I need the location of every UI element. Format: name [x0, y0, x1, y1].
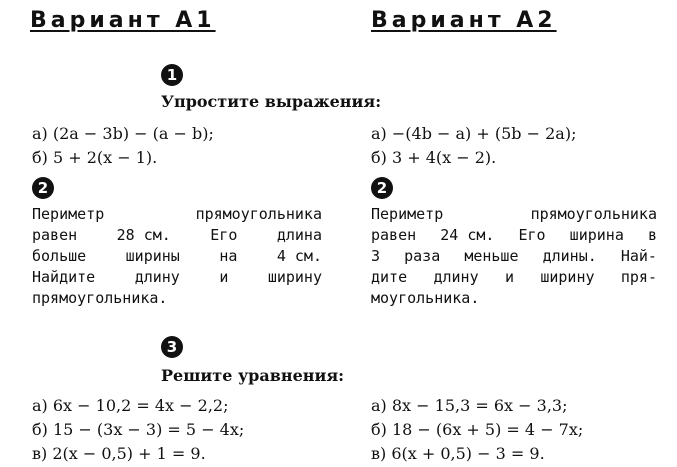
task-3-a1-item-c: в) 2(x − 0,5) + 1 = 9. — [32, 444, 206, 463]
word: равен — [32, 226, 78, 244]
task-1-heading: Упростите выражения: — [161, 92, 382, 111]
word: раза — [404, 247, 441, 265]
problem-line — [371, 225, 657, 246]
task-2-a1-number-badge: 2 — [32, 177, 54, 199]
task-2-a2-problem-text — [371, 204, 657, 309]
word: 24 см. — [440, 226, 495, 244]
word: длины. — [542, 247, 597, 265]
word: равен — [371, 226, 417, 244]
word: и — [504, 268, 514, 286]
task-1-a2-item-b: б) 3 + 4(x − 2). — [371, 148, 497, 167]
word: Периметр — [32, 205, 105, 223]
task-3-a2-item-c: в) 6(x + 0,5) − 3 = 9. — [371, 444, 545, 463]
task-1-a2-item-a: а) −(4b − a) + (5b − 2a); — [371, 124, 577, 143]
task-3-heading: Решите уравнения: — [161, 366, 345, 385]
problem-line — [371, 246, 657, 267]
word: и — [219, 268, 229, 286]
word: ширина — [569, 226, 624, 244]
task-1-a1-item-b: б) 5 + 2(x − 1). — [32, 148, 158, 167]
task-1-number-badge: 1 — [161, 64, 183, 86]
variant-a2-title: Вариант А2 — [371, 8, 557, 33]
word: Най- — [620, 247, 657, 265]
problem-line — [371, 288, 657, 309]
word: Его — [518, 226, 546, 244]
problem-line — [32, 267, 322, 288]
word: моугольника. — [371, 289, 480, 307]
word: прямоугольника — [195, 205, 322, 223]
word: 4 см. — [276, 247, 322, 265]
word: пря- — [620, 268, 657, 286]
word: ширины — [125, 247, 180, 265]
task-3-a2-item-a: а) 8x − 15,3 = 6x − 3,3; — [371, 396, 568, 415]
word: 3 — [371, 247, 381, 265]
word: в — [647, 226, 657, 244]
word: Периметр — [371, 205, 444, 223]
problem-line — [32, 204, 322, 225]
task-2-a2-number-badge: 2 — [371, 177, 393, 199]
problem-line — [371, 267, 657, 288]
task-3-number-badge: 3 — [161, 336, 183, 358]
word: больше — [32, 247, 87, 265]
word: прямоугольника — [530, 205, 657, 223]
variant-a1-title: Вариант А1 — [30, 8, 216, 33]
word: ширину — [540, 268, 595, 286]
word: дите — [371, 268, 408, 286]
task-3-a2-item-b: б) 18 − (6x + 5) = 4 − 7x; — [371, 420, 584, 439]
word: длину — [134, 268, 180, 286]
problem-line — [32, 246, 322, 267]
word: ширину — [267, 268, 322, 286]
word: прямоугольника. — [32, 289, 168, 307]
task-1-a1-item-a: а) (2a − 3b) − (a − b); — [32, 124, 214, 143]
problem-line — [371, 204, 657, 225]
task-3-a1-item-a: а) 6x − 10,2 = 4x − 2,2; — [32, 396, 229, 415]
task-2-a1-problem-text — [32, 204, 322, 309]
task-3-a1-item-b: б) 15 − (3x − 3) = 5 − 4x; — [32, 420, 245, 439]
word: меньше — [464, 247, 519, 265]
problem-line — [32, 288, 322, 309]
word: длина — [276, 226, 322, 244]
word: Его — [210, 226, 238, 244]
word: на — [219, 247, 238, 265]
word: Найдите — [32, 268, 96, 286]
problem-line — [32, 225, 322, 246]
word: 28 см. — [116, 226, 171, 244]
word: длину — [433, 268, 479, 286]
